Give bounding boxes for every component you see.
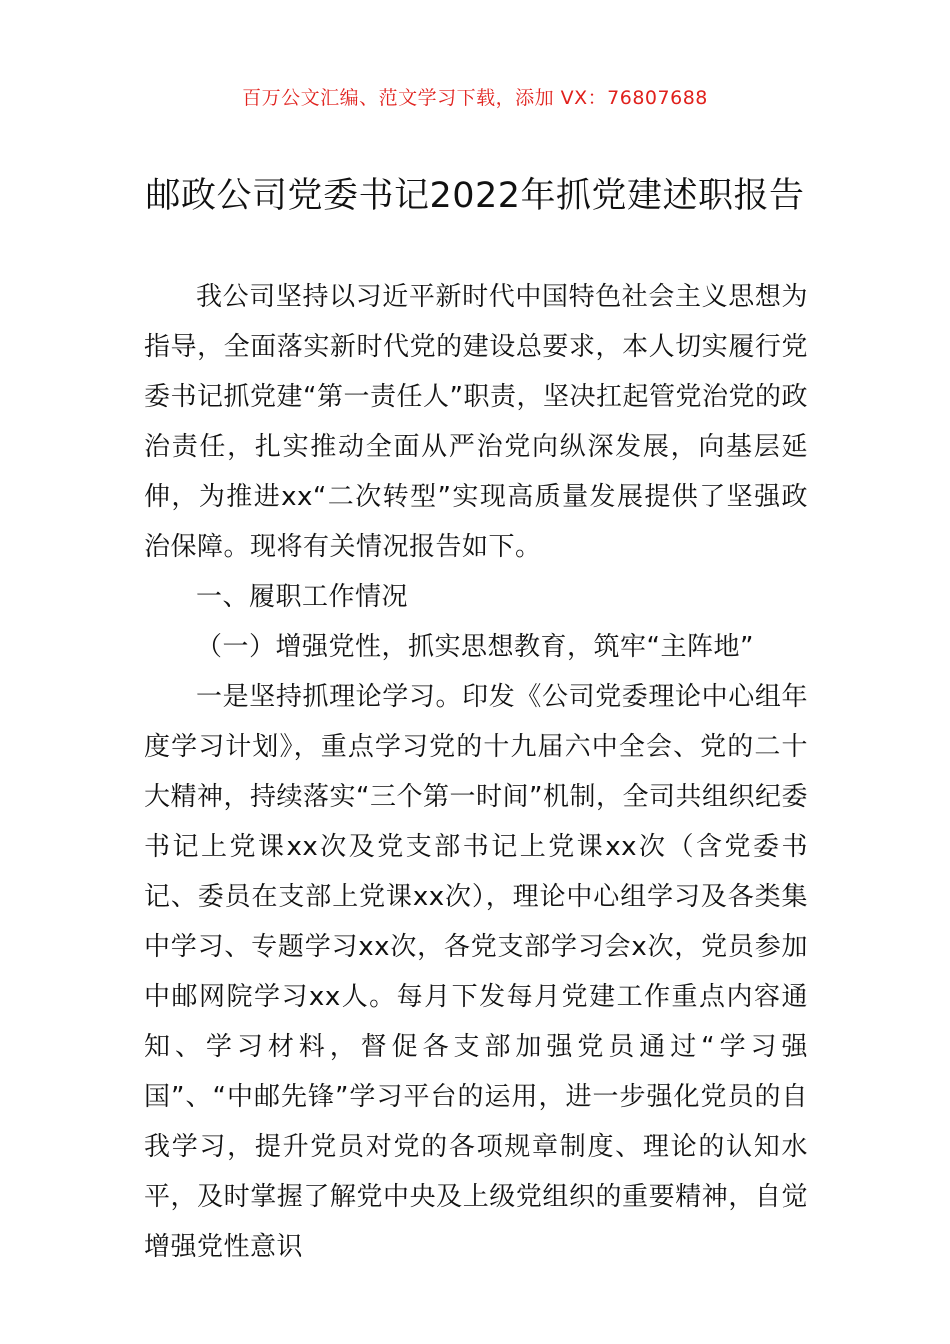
section-heading: 一、履职工作情况	[196, 582, 409, 612]
body-paragraph: 一是坚持抓理论学习。印发《公司党委理论中心组年度学习计划》，重点学习党的十九届六中全会、党的二十大精神，持续落实“三个第一时间”机制，全司共组织纪委书记上党课xx次及党支部书记上党课xx次（含党委书记、委员在支部上党课xx次），理论中心组学习及各类集中学习、专题学习xx次，各党支部学习会x次，党员参加中邮网院学习xx人。每月下发每月党建工作重点内容通知、学习材料，督促各支部加强党员通过“学习强国”、“中邮先锋”学习平台的运用，进一步强化党员的自我学习，提升党员对党的各项规章制度、理论的认知水平，及时掌握了解党中央及上级党组织的重要精神，自觉增强党性意识	[144, 682, 808, 1262]
download-banner: 百万公文汇编、范文学习下载，添加 VX：76807688	[242, 87, 708, 109]
document-title: 邮政公司党委书记2022年抓党建述职报告	[145, 176, 805, 216]
subsection-heading: （一）增强党性，抓实思想教育，筑牢“主阵地”	[196, 632, 754, 662]
document-body	[144, 272, 808, 1272]
intro-paragraph: 我公司坚持以习近平新时代中国特色社会主义思想为指导，全面落实新时代党的建设总要求，本人切实履行党委书记抓党建“第一责任人”职责，坚决扛起管党治党的政治责任，扎实推动全面从严治党向纵深发展，向基层延伸，为推进xx“二次转型”实现高质量发展提供了坚强政治保障。现将有关情况报告如下。	[144, 282, 808, 562]
